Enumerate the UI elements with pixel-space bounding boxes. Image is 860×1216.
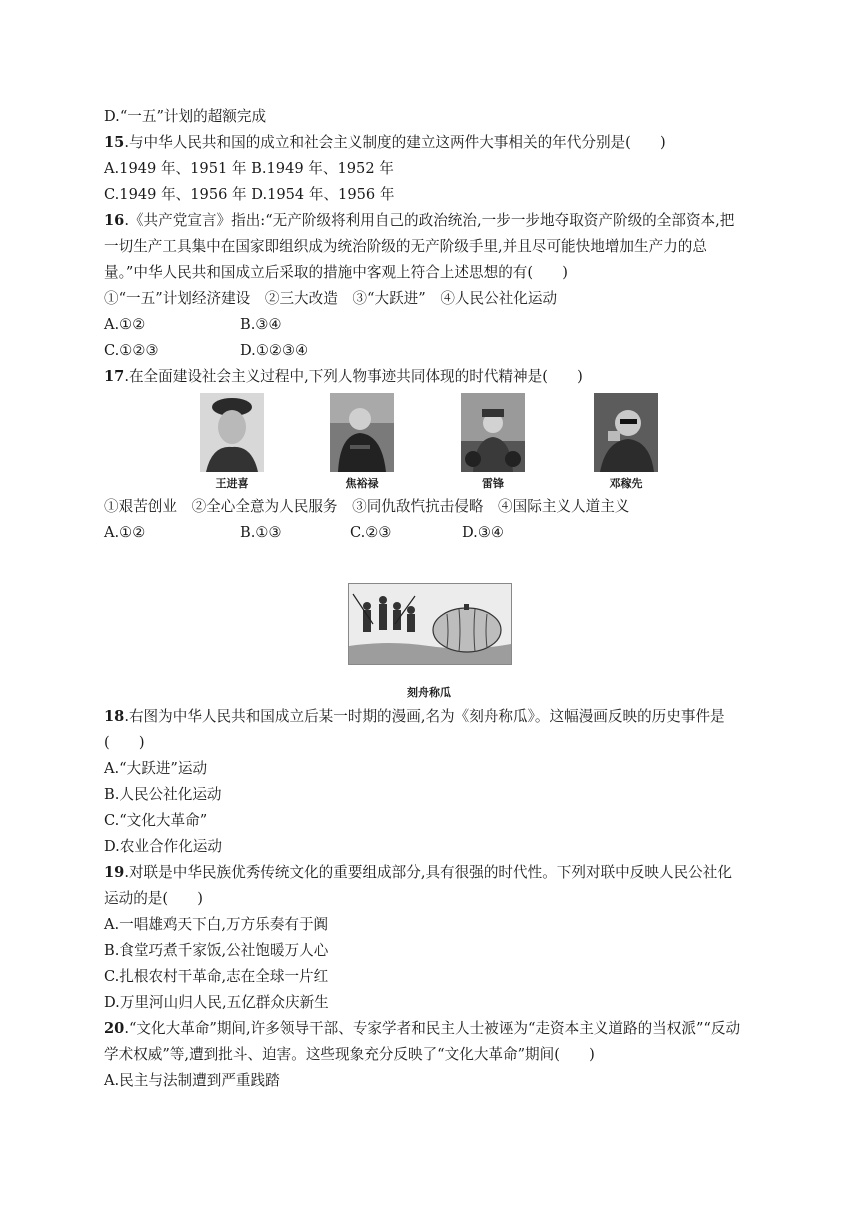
q19-option-b: B.食堂巧煮千家饭,公社饱暖万人心 [104, 942, 329, 959]
q20-stem-line1 [104, 1019, 740, 1039]
q18-number: 18 [104, 708, 125, 725]
q17-option-d: D.③④ [462, 524, 504, 541]
q16-number: 16 [104, 212, 125, 229]
q19-number: 19 [104, 864, 125, 881]
q16-option-d: D.①②③④ [240, 342, 309, 359]
q16-stem-line3: 量。”中华人民共和国成立后采取的措施中客观上符合上述思想的有( ) [104, 264, 568, 281]
q15-options-row1: A.1949 年、1951 年 B.1949 年、1952 年 [104, 160, 394, 177]
q17-stem-text: .在全面建设社会主义过程中,下列人物事迹共同体现的时代精神是( ) [124, 368, 583, 385]
q17-number: 17 [104, 368, 125, 385]
q18-option-b: B.人民公社化运动 [104, 786, 222, 803]
q18-option-c: C.“文化大革命” [104, 812, 208, 829]
q16-stem-line1 [104, 211, 734, 231]
q16-items: ①“一五”计划经济建设 ②三大改造 ③“大跃进” ④人民公社化运动 [104, 290, 558, 307]
q15-stem-text: .与中华人民共和国的成立和社会主义制度的建立这两件大事相关的年代分别是( ) [124, 134, 666, 151]
q19-option-a: A.一唱雄鸡天下白,万方乐奏有于阗 [104, 916, 329, 933]
q20-number: 20 [104, 1020, 125, 1037]
q17-option-b: B.①③ [240, 524, 282, 541]
q16-option-c: C.①②③ [104, 342, 159, 359]
q16-stem-line2: 一切生产工具集中在国家即组织成为统治阶级的无产阶级手里,并且尽可能快地增加生产力的总 [104, 238, 707, 255]
q16-option-a: A.①② [104, 316, 146, 333]
portrait-caption-3: 雷锋 [482, 477, 504, 490]
q19-option-d: D.万里河山归人民,五亿群众庆新生 [104, 994, 329, 1011]
q18-stem-line1 [104, 707, 725, 727]
q18-stem-line2: ( ) [104, 734, 145, 751]
q18-stem-text: .右图为中华人民共和国成立后某一时期的漫画,名为《刻舟称瓜》。这幅漫画反映的历史事件是 [124, 708, 725, 725]
portrait-caption-2: 焦裕禄 [345, 477, 379, 490]
portrait-caption-1: 王进喜 [215, 477, 249, 490]
q15-options-row2: C.1949 年、1956 年 D.1954 年、1956 年 [104, 186, 395, 203]
q15-number: 15 [104, 134, 125, 151]
portrait-photo-3 [461, 393, 525, 472]
cartoon-caption: 刻舟称瓜 [407, 686, 451, 699]
portrait-photo-4 [594, 393, 658, 472]
q19-stem-line2: 运动的是( ) [104, 890, 203, 907]
q18-option-a: A.“大跃进”运动 [104, 760, 208, 777]
q19-option-c: C.扎根农村干革命,志在全球一片红 [104, 968, 329, 985]
q20-stem-text: .“文化大革命”期间,许多领导干部、专家学者和民主人士被诬为“走资本主义道路的当权派”“反动 [124, 1020, 741, 1037]
cartoon-image [348, 583, 512, 665]
portrait-photo-2 [330, 393, 394, 472]
portrait-caption-4: 邓稼先 [609, 477, 643, 490]
q19-stem-line1 [104, 863, 732, 883]
q20-stem-line2: 学术权威”等,遭到批斗、迫害。这些现象充分反映了“文化大革命”期间( ) [104, 1046, 595, 1063]
q17-stem [104, 367, 583, 387]
q17-items: ①艰苦创业 ②全心全意为人民服务 ③同仇敌忾抗击侵略 ④国际主义人道主义 [104, 498, 630, 515]
portrait-photo-1 [200, 393, 264, 472]
q16-stem-text: .《共产党宣言》指出:“无产阶级将利用自己的政治统治,一步一步地夺取资产阶级的全部资本,把 [124, 212, 735, 229]
q15-stem [104, 133, 666, 153]
q14-option-d: D.“一五”计划的超额完成 [104, 108, 267, 125]
q18-option-d: D.农业合作化运动 [104, 838, 222, 855]
q17-option-c: C.②③ [350, 524, 392, 541]
q16-option-b: B.③④ [240, 316, 282, 333]
q19-stem-text: .对联是中华民族优秀传统文化的重要组成部分,具有很强的时代性。下列对联中反映人民公社化 [124, 864, 732, 881]
q20-option-a: A.民主与法制遭到严重践踏 [104, 1072, 280, 1089]
q17-option-a: A.①② [104, 524, 146, 541]
